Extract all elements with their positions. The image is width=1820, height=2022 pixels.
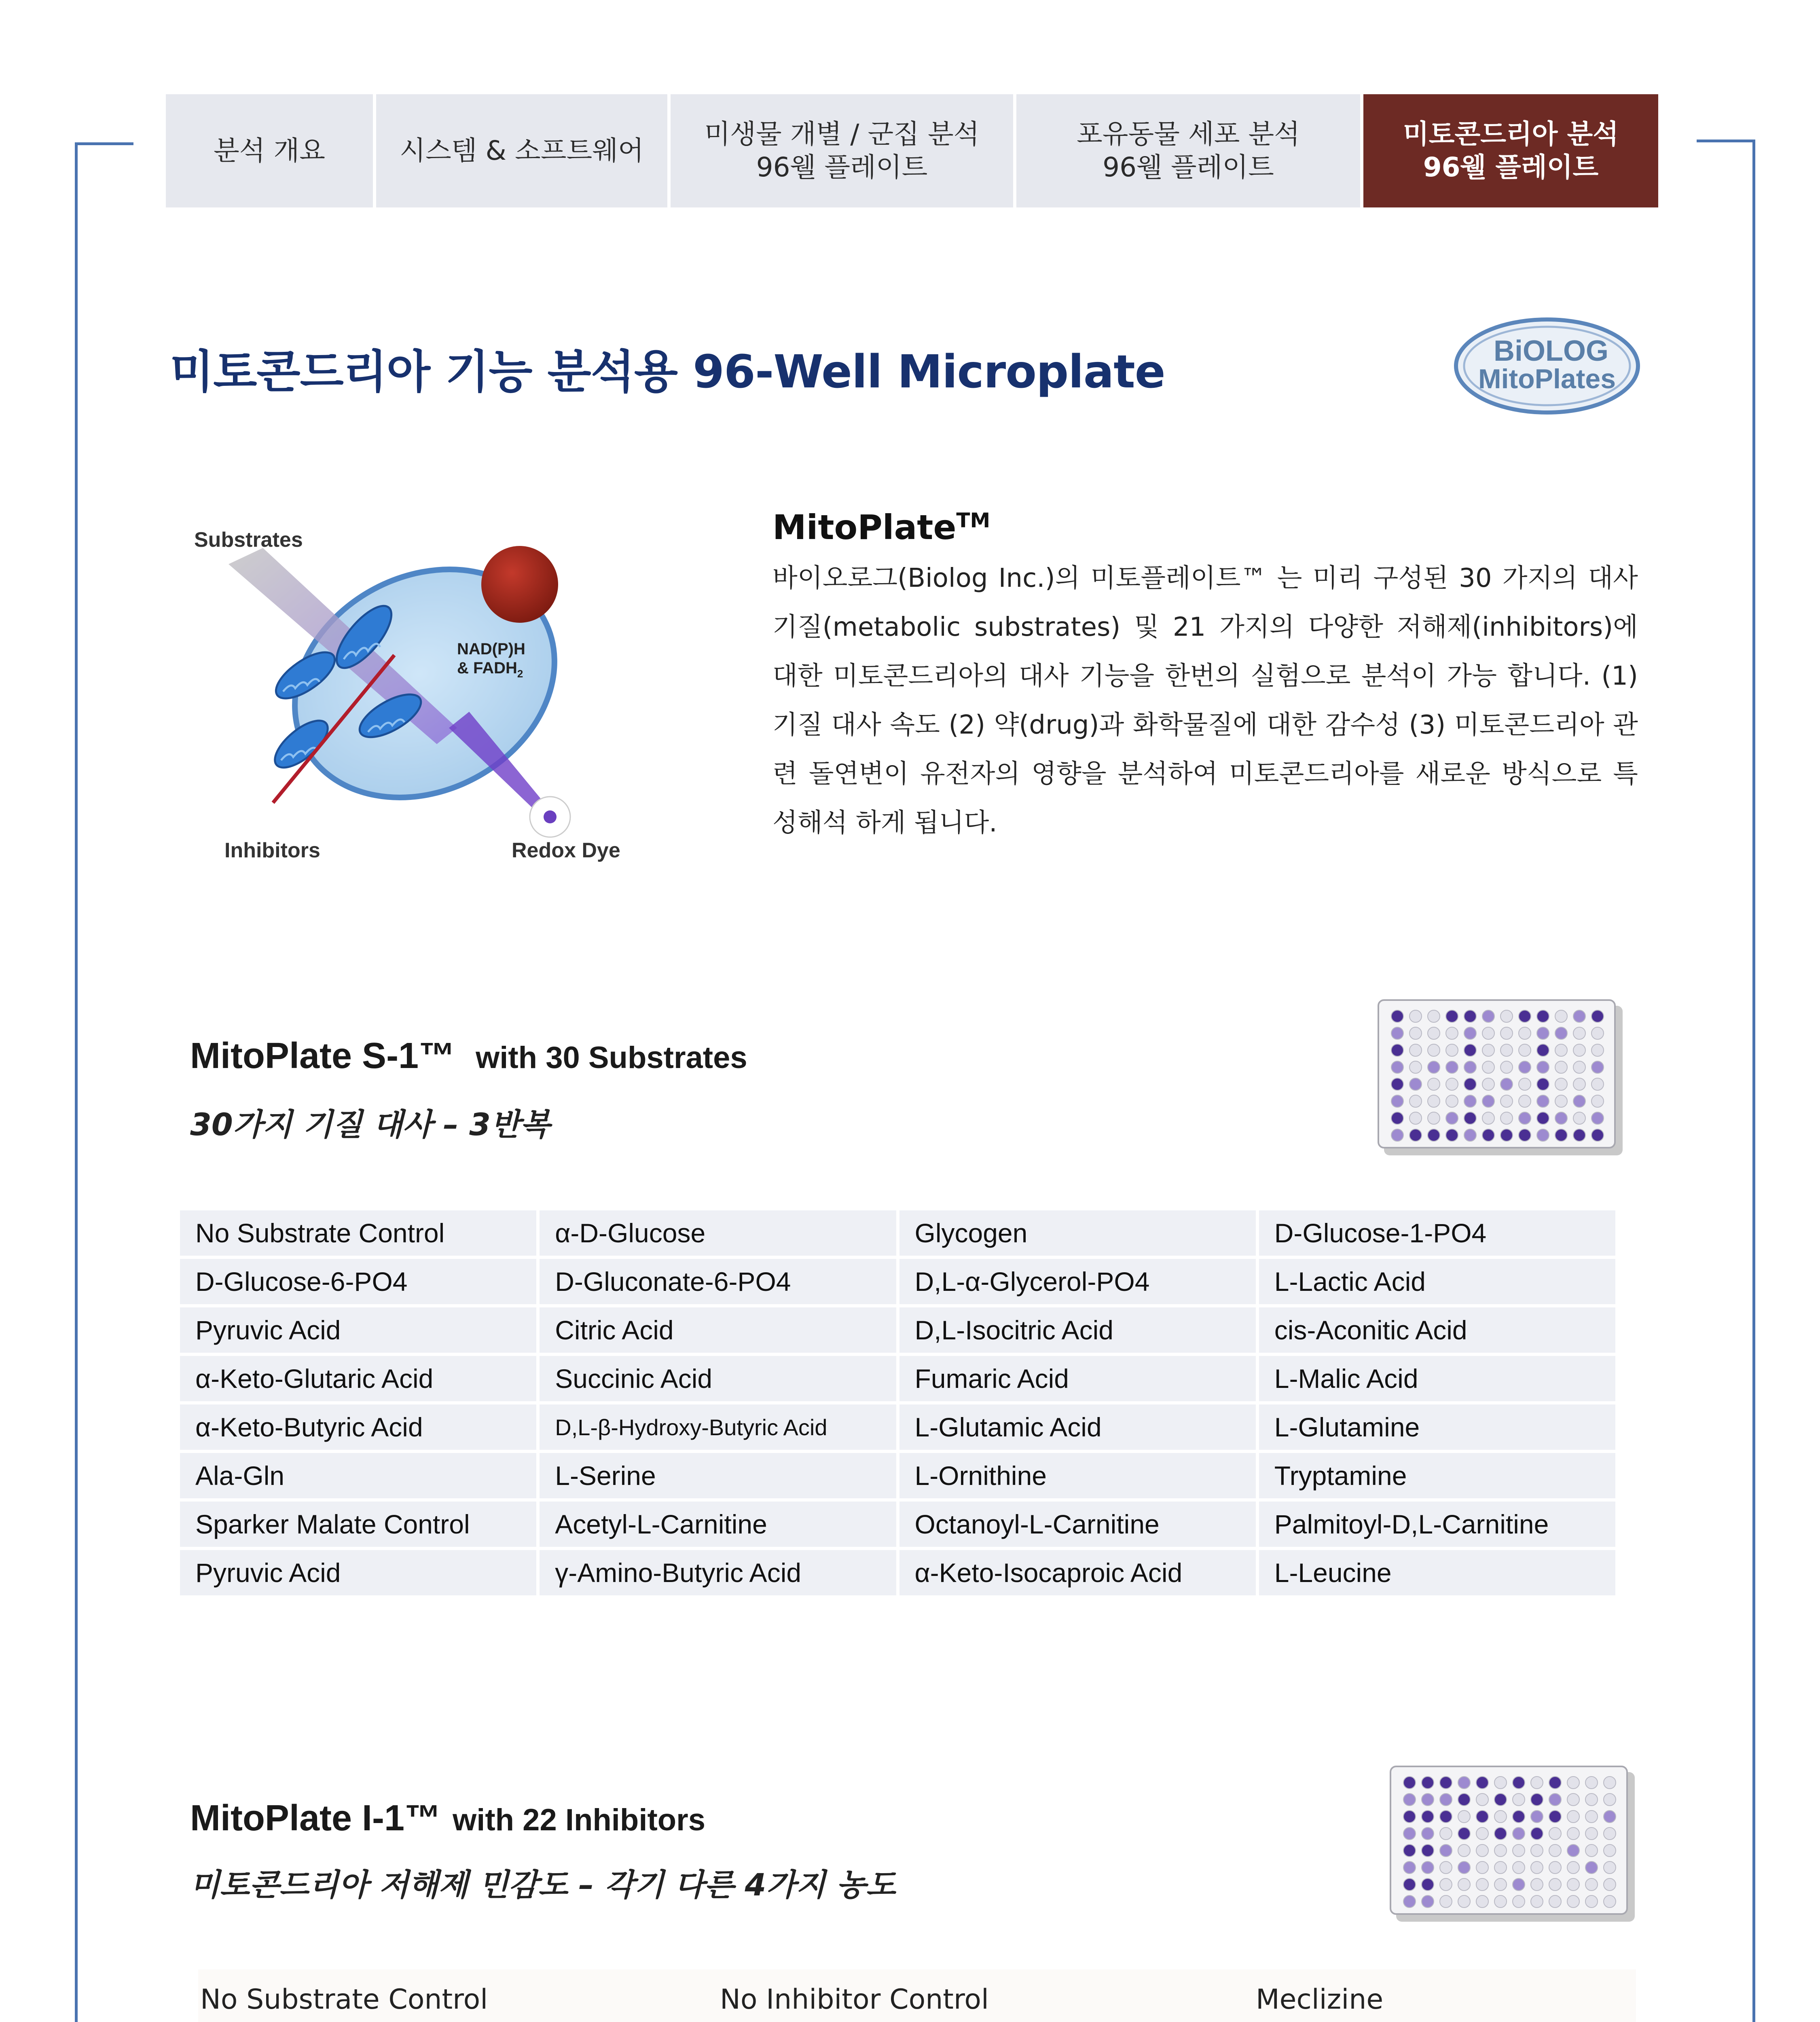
well (1531, 1861, 1543, 1874)
well (1440, 1895, 1452, 1908)
well (1422, 1777, 1434, 1789)
well (1549, 1777, 1561, 1789)
well (1482, 1129, 1494, 1141)
well (1464, 1027, 1476, 1039)
well (1573, 1027, 1585, 1039)
well (1604, 1861, 1616, 1874)
i1-subtitle: 미토콘드리아 저해제 민감도 – 각기 다른 4가지 농도 (190, 1867, 896, 1903)
well (1391, 1027, 1403, 1039)
well (1446, 1061, 1458, 1073)
well (1604, 1827, 1616, 1840)
well (1482, 1112, 1494, 1124)
well (1567, 1861, 1579, 1874)
well (1591, 1027, 1604, 1039)
well (1464, 1078, 1476, 1090)
well (1549, 1878, 1561, 1891)
well (1494, 1878, 1507, 1891)
well (1513, 1810, 1525, 1823)
well (1458, 1861, 1470, 1874)
table-row (180, 1502, 1615, 1547)
i1-title: MitoPlate I-1™ with 22 Inhibitors (190, 1798, 706, 1838)
well (1549, 1810, 1561, 1823)
well (1464, 1095, 1476, 1107)
frame-top-left (75, 142, 133, 145)
table-cell: Palmitoyl-D,L-Carnitine (1259, 1502, 1615, 1547)
well (1500, 1129, 1513, 1141)
table-cell: D,L-Isocitric Acid (899, 1307, 1256, 1353)
well (1604, 1844, 1616, 1857)
well (1555, 1027, 1567, 1039)
well (1464, 1010, 1476, 1022)
well (1422, 1794, 1434, 1806)
well (1531, 1878, 1543, 1891)
well (1422, 1878, 1434, 1891)
i1-column-3 (1256, 1984, 1458, 2022)
svg-text:BiOLOG: BiOLOG (1494, 335, 1608, 367)
well (1555, 1112, 1567, 1124)
nucleus (481, 546, 558, 623)
well (1458, 1794, 1470, 1806)
well (1555, 1044, 1567, 1056)
well (1513, 1895, 1525, 1908)
well (1458, 1878, 1470, 1891)
well (1604, 1777, 1616, 1789)
table-cell: Citric Acid (540, 1307, 896, 1353)
well (1391, 1010, 1403, 1022)
well (1422, 1810, 1434, 1823)
well (1409, 1044, 1422, 1056)
well (1537, 1129, 1549, 1141)
well (1500, 1078, 1513, 1090)
table-cell: Ala-Gln (180, 1453, 536, 1498)
well (1458, 1777, 1470, 1789)
well (1591, 1078, 1604, 1090)
well (1422, 1844, 1434, 1857)
well (1440, 1878, 1452, 1891)
well (1519, 1061, 1531, 1073)
well (1555, 1061, 1567, 1073)
well (1428, 1027, 1440, 1039)
well (1513, 1878, 1525, 1891)
well (1519, 1027, 1531, 1039)
well (1446, 1010, 1458, 1022)
well (1409, 1010, 1422, 1022)
well (1409, 1061, 1422, 1073)
well (1464, 1061, 1476, 1073)
well (1591, 1010, 1604, 1022)
well (1409, 1027, 1422, 1039)
tab-mitochondria-analysis[interactable]: 미토콘드리아 분석 96웰 플레이트 (1363, 94, 1658, 207)
well (1513, 1861, 1525, 1874)
well (1440, 1827, 1452, 1840)
table-cell: D,L-α-Glycerol-PO4 (899, 1259, 1256, 1304)
well (1494, 1827, 1507, 1840)
well (1476, 1878, 1488, 1891)
well (1567, 1844, 1579, 1857)
well (1537, 1044, 1549, 1056)
well (1531, 1895, 1543, 1908)
well (1428, 1112, 1440, 1124)
well (1537, 1010, 1549, 1022)
frame-right (1752, 140, 1755, 2022)
well (1513, 1777, 1525, 1789)
svg-text:Inhibitors: Inhibitors (224, 839, 320, 862)
well (1494, 1794, 1507, 1806)
well (1403, 1810, 1416, 1823)
well (1537, 1061, 1549, 1073)
svg-text:& FADH2: & $FADH_2$ (457, 659, 523, 680)
well (1573, 1129, 1585, 1141)
page-title: 미토콘드리아 기능 분석용 96-Well Microplate (170, 346, 1165, 398)
well (1567, 1827, 1579, 1840)
well (1500, 1112, 1513, 1124)
well (1531, 1777, 1543, 1789)
well (1422, 1895, 1434, 1908)
frame-top-right (1697, 140, 1755, 142)
well (1446, 1027, 1458, 1039)
well (1440, 1777, 1452, 1789)
table-cell: α-Keto-Isocaproic Acid (899, 1550, 1256, 1595)
well (1446, 1129, 1458, 1141)
well (1494, 1844, 1507, 1857)
s1-subtitle: 30가지 기질 대사 – 3반복 (190, 1106, 550, 1142)
well (1500, 1061, 1513, 1073)
well (1494, 1861, 1507, 1874)
well (1482, 1095, 1494, 1107)
well (1573, 1061, 1585, 1073)
table-cell: D,L-β-Hydroxy-Butyric Acid (540, 1404, 896, 1450)
svg-text:Substrates: Substrates (194, 528, 303, 552)
well (1585, 1794, 1598, 1806)
well (1585, 1810, 1598, 1823)
table-cell: L-Leucine (1259, 1550, 1615, 1595)
i1-plate-image (1387, 1763, 1638, 1925)
table-cell: Sparker Malate Control (180, 1502, 536, 1547)
svg-text:MitoPlates: MitoPlates (1478, 364, 1616, 394)
table-cell: Octanoyl-L-Carnitine (899, 1502, 1256, 1547)
tab-overview[interactable]: 분석 개요 (166, 94, 373, 207)
table-row (180, 1259, 1615, 1304)
list-item: Meclizine (1256, 1984, 1384, 2016)
well (1391, 1078, 1403, 1090)
well (1482, 1061, 1494, 1073)
well (1555, 1078, 1567, 1090)
tab-system-software[interactable]: 시스템 & 소프트웨어 (376, 94, 667, 207)
well (1446, 1078, 1458, 1090)
well (1537, 1112, 1549, 1124)
well (1519, 1044, 1531, 1056)
well (1446, 1112, 1458, 1124)
well (1567, 1777, 1579, 1789)
well (1573, 1078, 1585, 1090)
well (1458, 1895, 1470, 1908)
well (1591, 1112, 1604, 1124)
well (1555, 1129, 1567, 1141)
well (1513, 1794, 1525, 1806)
well (1476, 1844, 1488, 1857)
well (1458, 1827, 1470, 1840)
well (1519, 1112, 1531, 1124)
table-cell: L-Malic Acid (1259, 1356, 1615, 1401)
well (1519, 1078, 1531, 1090)
mitoplate-heading: MitoPlate™ (772, 508, 990, 547)
well (1549, 1827, 1561, 1840)
well (1428, 1095, 1440, 1107)
table-cell: D-Glucose-6-PO4 (180, 1259, 536, 1304)
well (1549, 1794, 1561, 1806)
well (1476, 1861, 1488, 1874)
well (1391, 1044, 1403, 1056)
well (1440, 1844, 1452, 1857)
well (1422, 1861, 1434, 1874)
svg-text:NAD(P)H: NAD(P)H (457, 640, 525, 658)
mitoplate-description: 바이오로그(Biolog Inc.)의 미토플레이트™ 는 미리 구성된 30 가지의 대사 기질(metabolic substrates) 및 21 가지의 다양한 저해제(inhibitors)에 대한 미토콘드리아의 대사 기능을 한번의 실험으로 분석이 가능 합니다. (1) 기질 대사 속도 (2) 약(drug)과 화학물질에 대한 감수성 (3) 미토콘드리아 관련 돌연변이 유전자의 영향을 분석하여 미토콘드리아를 새로운 방식으로 특성해석 하게 됩니다. (772, 563, 1638, 838)
table-cell: L-Glutamic Acid (899, 1404, 1256, 1450)
table-cell: Pyruvic Acid (180, 1550, 536, 1595)
well (1403, 1827, 1416, 1840)
table-cell: Pyruvic Acid (180, 1307, 536, 1353)
table-cell: Fumaric Acid (899, 1356, 1256, 1401)
well (1422, 1827, 1434, 1840)
well (1446, 1044, 1458, 1056)
well (1585, 1827, 1598, 1840)
well (1440, 1810, 1452, 1823)
well (1482, 1010, 1494, 1022)
svg-text:Redox Dye: Redox Dye (512, 839, 620, 862)
well (1500, 1044, 1513, 1056)
well (1519, 1129, 1531, 1141)
table-cell: cis-Aconitic Acid (1259, 1307, 1615, 1353)
i1-inhibitor-list (198, 1969, 1636, 2022)
well (1409, 1129, 1422, 1141)
well (1476, 1777, 1488, 1789)
table-cell: Tryptamine (1259, 1453, 1615, 1498)
well (1482, 1044, 1494, 1056)
well (1403, 1895, 1416, 1908)
well (1428, 1010, 1440, 1022)
well (1428, 1044, 1440, 1056)
well (1428, 1129, 1440, 1141)
well (1591, 1129, 1604, 1141)
well (1585, 1878, 1598, 1891)
list-item: No Substrate Control (200, 1984, 488, 2016)
well (1591, 1095, 1604, 1107)
table-cell: Succinic Acid (540, 1356, 896, 1401)
well (1494, 1810, 1507, 1823)
redox-dye-icon (530, 797, 570, 837)
table-cell: Acetyl-L-Carnitine (540, 1502, 896, 1547)
well (1604, 1878, 1616, 1891)
well (1500, 1010, 1513, 1022)
biolog-mitoplates-logo (1452, 315, 1642, 417)
table-cell: Glycogen (899, 1210, 1256, 1256)
table-cell: L-Serine (540, 1453, 896, 1498)
table-cell: α-Keto-Glutaric Acid (180, 1356, 536, 1401)
well (1531, 1827, 1543, 1840)
table-cell: α-D-Glucose (540, 1210, 896, 1256)
well (1403, 1844, 1416, 1857)
well (1476, 1827, 1488, 1840)
well (1567, 1878, 1579, 1891)
well (1573, 1112, 1585, 1124)
well (1604, 1794, 1616, 1806)
well (1585, 1777, 1598, 1789)
well (1482, 1027, 1494, 1039)
well (1591, 1044, 1604, 1056)
well (1446, 1095, 1458, 1107)
well (1464, 1129, 1476, 1141)
well (1440, 1794, 1452, 1806)
list-item: No Inhibitor Control (720, 1984, 989, 2016)
well (1476, 1895, 1488, 1908)
well (1549, 1895, 1561, 1908)
well (1555, 1010, 1567, 1022)
well (1531, 1810, 1543, 1823)
well (1391, 1129, 1403, 1141)
i1-column-1 (200, 1984, 652, 2022)
well (1494, 1895, 1507, 1908)
well (1537, 1078, 1549, 1090)
well (1500, 1095, 1513, 1107)
well (1458, 1844, 1470, 1857)
table-row (180, 1210, 1615, 1256)
table-cell: D-Gluconate-6-PO4 (540, 1259, 896, 1304)
well (1604, 1895, 1616, 1908)
well (1464, 1112, 1476, 1124)
well (1555, 1095, 1567, 1107)
well (1537, 1027, 1549, 1039)
well (1500, 1027, 1513, 1039)
well (1513, 1844, 1525, 1857)
table-cell: γ-Amino-Butyric Acid (540, 1550, 896, 1595)
table-cell: No Substrate Control (180, 1210, 536, 1256)
well (1537, 1095, 1549, 1107)
well (1604, 1810, 1616, 1823)
i1-column-2 (720, 1984, 1170, 2022)
well (1591, 1061, 1604, 1073)
well (1482, 1078, 1494, 1090)
mitochondria-diagram (190, 501, 651, 874)
well (1549, 1861, 1561, 1874)
well (1585, 1895, 1598, 1908)
well (1428, 1078, 1440, 1090)
well (1476, 1810, 1488, 1823)
tab-mammalian-cell-analysis[interactable]: 포유동물 세포 분석 96웰 플레이트 (1016, 94, 1360, 207)
well (1409, 1112, 1422, 1124)
well (1403, 1878, 1416, 1891)
well (1464, 1044, 1476, 1056)
table-row (180, 1307, 1615, 1353)
s1-title: MitoPlate S-1™ with 30 Substrates (190, 1036, 747, 1076)
table-row (180, 1550, 1615, 1595)
well (1458, 1810, 1470, 1823)
table-cell: α-Keto-Butyric Acid (180, 1404, 536, 1450)
well (1573, 1095, 1585, 1107)
well (1476, 1794, 1488, 1806)
well (1391, 1061, 1403, 1073)
well (1585, 1861, 1598, 1874)
well (1573, 1010, 1585, 1022)
table-cell: L-Ornithine (899, 1453, 1256, 1498)
well (1494, 1777, 1507, 1789)
well (1567, 1810, 1579, 1823)
well (1403, 1794, 1416, 1806)
table-cell: D-Glucose-1-PO4 (1259, 1210, 1615, 1256)
well (1403, 1861, 1416, 1874)
well (1567, 1794, 1579, 1806)
well (1403, 1777, 1416, 1789)
s1-plate-image (1375, 997, 1626, 1159)
well (1391, 1112, 1403, 1124)
section-tabs (166, 94, 1658, 207)
frame-left (75, 142, 78, 2022)
well (1567, 1895, 1579, 1908)
well (1409, 1078, 1422, 1090)
table-cell: L-Glutamine (1259, 1404, 1615, 1450)
well (1531, 1794, 1543, 1806)
well (1519, 1010, 1531, 1022)
table-row (180, 1404, 1615, 1450)
s1-substrate-table (177, 1207, 1619, 1599)
well (1531, 1844, 1543, 1857)
well (1585, 1844, 1598, 1857)
well (1549, 1844, 1561, 1857)
well (1519, 1095, 1531, 1107)
tab-microbial-analysis[interactable]: 미생물 개별 / 군집 분석 96웰 플레이트 (671, 94, 1013, 207)
table-row (180, 1356, 1615, 1401)
well (1513, 1827, 1525, 1840)
table-row (180, 1453, 1615, 1498)
well (1440, 1861, 1452, 1874)
table-cell: L-Lactic Acid (1259, 1259, 1615, 1304)
well (1573, 1044, 1585, 1056)
well (1409, 1095, 1422, 1107)
well (1428, 1061, 1440, 1073)
well (1391, 1095, 1403, 1107)
